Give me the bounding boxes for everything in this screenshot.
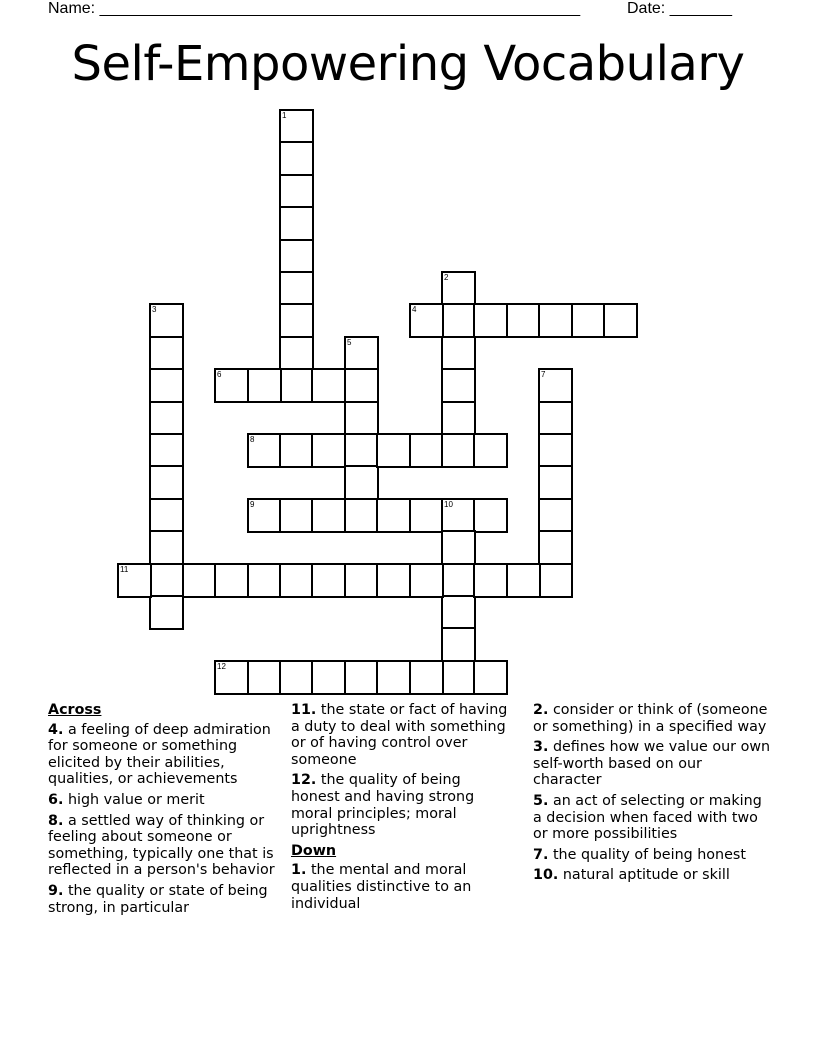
grid-cell[interactable] [279, 498, 314, 533]
clue-down-2: 2. consider or think of (someone or something) in a specified way [533, 702, 768, 735]
clues-column-1 [48, 702, 280, 920]
grid-cell[interactable] [538, 303, 573, 338]
grid-cell[interactable] [376, 498, 411, 533]
clue-across-8: 8. a settled way of thinking or feeling about someone or something, typically one that is reflected in a person's behavior [48, 812, 275, 879]
clues-column-2 [291, 702, 511, 916]
grid-cell[interactable] [247, 563, 282, 598]
grid-cell[interactable] [441, 660, 476, 695]
grid-cell[interactable] [441, 336, 476, 371]
clue-down-7: 7. the quality of being honest [533, 846, 746, 863]
grid-cell[interactable] [538, 433, 573, 468]
clue-down-10: 10. natural aptitude or skill [533, 867, 730, 884]
grid-cell[interactable] [344, 368, 379, 403]
grid-cell[interactable] [279, 368, 314, 403]
grid-cell[interactable] [538, 498, 573, 533]
grid-cell[interactable] [441, 530, 476, 565]
grid-cell[interactable] [149, 368, 184, 403]
page-title: Self-Empowering Vocabulary [71, 36, 745, 92]
down-heading: Down [291, 842, 337, 859]
grid-cell[interactable] [117, 563, 152, 598]
grid-cell[interactable] [279, 433, 314, 468]
cell-number: 4 [412, 305, 417, 314]
grid-cell[interactable] [311, 498, 346, 533]
grid-cell[interactable] [247, 368, 282, 403]
clue-down-3: 3. defines how we value our own self-worth based on our character [533, 739, 771, 789]
grid-cell[interactable] [279, 271, 314, 306]
grid-cell[interactable] [441, 271, 476, 306]
cell-number: 5 [347, 338, 352, 347]
clue-across-9: 9. the quality or state of being strong, in particular [48, 882, 268, 916]
grid-cell[interactable] [247, 660, 282, 695]
grid-cell[interactable] [344, 433, 379, 468]
grid-cell[interactable] [506, 303, 541, 338]
grid-cell[interactable] [279, 174, 314, 209]
grid-cell[interactable] [344, 465, 379, 500]
grid-cell[interactable] [409, 433, 444, 468]
cell-number: 6 [217, 370, 222, 379]
grid-cell[interactable] [311, 660, 346, 695]
grid-cell[interactable] [506, 563, 541, 598]
grid-cell[interactable] [279, 336, 314, 371]
clue-across-12: 12. the quality of being honest and having strong moral principles; moral uprightness [291, 772, 475, 839]
grid-cell[interactable] [279, 141, 314, 176]
cell-number: 9 [250, 500, 255, 509]
grid-cell[interactable] [279, 109, 314, 144]
grid-cell[interactable] [149, 530, 184, 565]
grid-cell[interactable] [538, 530, 573, 565]
grid-cell[interactable] [279, 303, 314, 338]
grid-cell[interactable] [409, 660, 444, 695]
grid-cell[interactable] [344, 660, 379, 695]
grid-cell[interactable] [311, 433, 346, 468]
clues-column-3 [533, 702, 773, 888]
grid-cell[interactable] [149, 401, 184, 436]
grid-cell[interactable] [247, 498, 282, 533]
cell-number: 11 [120, 565, 129, 574]
grid-cell[interactable] [149, 303, 184, 338]
grid-cell[interactable] [149, 498, 184, 533]
grid-cell[interactable] [473, 433, 508, 468]
clue-across-11: 11. the state or fact of having a duty to deal with something or of having control over someone [291, 702, 508, 768]
cell-number: 1 [282, 111, 287, 120]
grid-cell[interactable] [538, 465, 573, 500]
grid-cell[interactable] [441, 401, 476, 436]
grid-cell[interactable] [538, 401, 573, 436]
grid-cell[interactable] [376, 563, 411, 598]
grid-cell[interactable] [473, 660, 508, 695]
grid-cell[interactable] [279, 660, 314, 695]
grid-cell[interactable] [247, 433, 282, 468]
grid-cell[interactable] [409, 498, 444, 533]
grid-cell[interactable] [409, 303, 444, 338]
across-heading: Across [48, 702, 102, 718]
grid-cell[interactable] [441, 433, 476, 468]
grid-cell[interactable] [538, 563, 573, 598]
cell-number: 8 [250, 435, 255, 444]
grid-cell[interactable] [344, 563, 379, 598]
cell-number: 12 [217, 662, 226, 671]
grid-cell[interactable] [344, 401, 379, 436]
grid-cell[interactable] [409, 563, 444, 598]
grid-cell[interactable] [214, 563, 249, 598]
cell-number: 7 [541, 370, 546, 379]
grid-cell[interactable] [149, 465, 184, 500]
clue-across-4: 4. a feeling of deep admiration for someone or something elicited by their abilities, qualities, or achievements [48, 721, 271, 788]
grid-cell[interactable] [473, 498, 508, 533]
grid-cell[interactable] [279, 206, 314, 241]
clue-down-1: 1. the mental and moral qualities distinctive to an individual [291, 862, 472, 912]
cell-number: 10 [444, 500, 453, 509]
grid-cell[interactable] [603, 303, 638, 338]
grid-cell[interactable] [441, 563, 476, 598]
grid-cell[interactable] [279, 563, 314, 598]
grid-cell[interactable] [441, 595, 476, 630]
clue-down-5: 5. an act of selecting or making a decision when faced with two or more possibilities [533, 792, 762, 843]
grid-cell[interactable] [311, 563, 346, 598]
grid-cell[interactable] [149, 433, 184, 468]
grid-cell[interactable] [441, 368, 476, 403]
grid-cell[interactable] [214, 368, 249, 403]
grid-cell[interactable] [149, 336, 184, 371]
name-field-label: Name: ______________________________________________________ [48, 0, 581, 17]
grid-cell[interactable] [376, 660, 411, 695]
grid-cell[interactable] [344, 336, 379, 371]
grid-cell[interactable] [182, 563, 217, 598]
grid-cell[interactable] [538, 368, 573, 403]
grid-cell[interactable] [344, 498, 379, 533]
grid-cell[interactable] [149, 563, 184, 598]
grid-cell[interactable] [279, 239, 314, 274]
grid-cell[interactable] [311, 368, 346, 403]
grid-cell[interactable] [149, 595, 184, 630]
cell-number: 3 [152, 305, 157, 314]
grid-cell[interactable] [214, 660, 249, 695]
cell-number: 2 [444, 273, 449, 282]
clue-across-6: 6. high value or merit [48, 791, 205, 808]
grid-cell[interactable] [571, 303, 606, 338]
grid-cell[interactable] [441, 303, 476, 338]
date-field-label: Date: _______ [627, 0, 732, 17]
grid-cell[interactable] [376, 433, 411, 468]
grid-cell[interactable] [441, 498, 476, 533]
grid-cell[interactable] [473, 303, 508, 338]
grid-cell[interactable] [473, 563, 508, 598]
grid-cell[interactable] [441, 627, 476, 662]
